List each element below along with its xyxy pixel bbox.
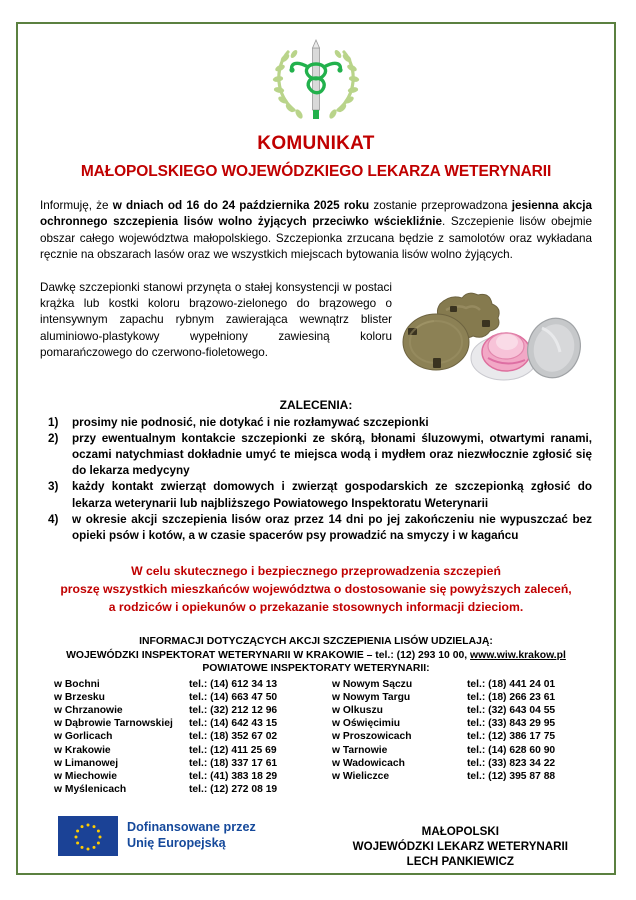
list-item: tel.: (33) 843 29 95 bbox=[467, 718, 556, 730]
eu-funding-line-1: Dofinansowane przez bbox=[127, 820, 256, 835]
signature-line-1: MAŁOPOLSKI bbox=[421, 824, 499, 838]
list-item bbox=[40, 512, 592, 544]
bait-description: Dawkę szczepionki stanowi przynęta o stałej konsystencji w postaci krążka lub kostki koloru brązowo-zielonego do brązowego o intensywnym zapachu rybnym zawierająca wewnątrz blister aluminiowo-plastykowy wypełniony zawiesiną koloru pomarańczowego do czerwono-fioletowego. bbox=[40, 280, 392, 360]
list-item-text: każdy kontakt zwierząt domowych i zwierząt gospodarskich ze szczepionką zgłosić do lekarza weterynarii lub najbliższego Powiatowego Inspektoratu Weterynarii bbox=[72, 480, 592, 510]
recommendations-list bbox=[40, 415, 592, 545]
list-item: tel.: (33) 823 34 22 bbox=[467, 757, 556, 769]
directory-left-column bbox=[54, 678, 332, 796]
list-item: w Oświęcimiu bbox=[332, 718, 401, 730]
veterinary-caduceus-laurel-emblem bbox=[268, 34, 364, 126]
list-item: w Gorlicach bbox=[54, 731, 113, 743]
page-title: KOMUNIKAT bbox=[257, 133, 375, 154]
intro-paragraph bbox=[40, 198, 592, 264]
list-item: w Bochni bbox=[54, 679, 100, 691]
intro-part2: zostanie przeprowadzona bbox=[369, 199, 512, 212]
list-item: tel.: (14) 663 47 50 bbox=[189, 692, 278, 704]
list-item-number: 1) bbox=[48, 415, 59, 429]
list-item-number: 3) bbox=[48, 480, 59, 494]
county-inspectorates-heading: POWIATOWE INSPEKTORATY WETERYNARII: bbox=[202, 663, 430, 675]
list-item-text: w okresie akcji szczepienia lisów oraz przez 14 dni po jej zakończeniu nie wypuszczać bez opieki psów i kotów, a w czasie spacerów psy prowadzić na smyczy i w kagańcu bbox=[72, 512, 592, 543]
list-item: tel.: (41) 383 18 29 bbox=[189, 770, 278, 782]
list-item-text: prosimy nie podnosić, nie dotykać i nie rozłamywać szczepionki bbox=[72, 415, 429, 429]
appeal-text bbox=[40, 562, 592, 616]
announcement-page bbox=[16, 22, 616, 875]
directory-right-cities bbox=[332, 678, 467, 796]
directory-right-column bbox=[332, 678, 592, 796]
page-subtitle: MAŁOPOLSKIEGO WOJEWÓDZKIEGO LEKARZA WETERYNARII bbox=[80, 163, 552, 180]
logo-container bbox=[40, 34, 592, 126]
list-item: w Nowym Sączu bbox=[332, 679, 413, 691]
eu-funding-block bbox=[58, 816, 256, 856]
vaccine-bait-photo bbox=[396, 280, 592, 388]
list-item: w Wadowicach bbox=[332, 757, 405, 769]
list-item: tel.: (32) 643 04 55 bbox=[467, 705, 556, 717]
list-item: tel.: (18) 337 17 61 bbox=[189, 757, 278, 769]
list-item: tel.: (32) 212 12 96 bbox=[189, 705, 278, 717]
intro-bold-action: jesienna akcja ochronnego szczepienia lisów wolno żyjących przeciwko wściekliźnie bbox=[40, 199, 592, 229]
list-item bbox=[40, 415, 592, 431]
signature-line-3: LECH PANKIEWICZ bbox=[406, 855, 514, 869]
contacts-section bbox=[40, 635, 592, 796]
intro-part1: Informuję, że bbox=[40, 199, 113, 212]
eu-funding-line-2: Unię Europejską bbox=[127, 835, 226, 850]
appeal-line-1: W celu skutecznego i bezpiecznego przeprowadzenia szczepień bbox=[131, 564, 501, 579]
list-item bbox=[40, 431, 592, 480]
contacts-heading: INFORMACJI DOTYCZĄCYCH AKCJI SZCZEPIENIA LISÓW UDZIELAJĄ: bbox=[139, 636, 493, 648]
list-item: w Tarnowie bbox=[332, 744, 388, 756]
footer-section bbox=[40, 810, 592, 870]
website-link[interactable]: www.wiw.krakow.pl bbox=[470, 649, 566, 661]
list-item bbox=[40, 479, 592, 511]
list-item: tel.: (12) 272 08 19 bbox=[189, 783, 278, 795]
recommendations-heading: ZALECENIA: bbox=[279, 397, 353, 412]
appeal-line-3: a rodziców i opiekunów o przekazanie stosownych informacji dzieciom. bbox=[108, 600, 524, 615]
list-item: w Proszowicach bbox=[332, 731, 412, 743]
list-item: w Nowym Targu bbox=[332, 692, 411, 704]
list-item: w Chrzanowie bbox=[54, 705, 123, 717]
appeal-line-2: proszę wszystkich mieszkańców województwa o dostosowanie się powyższych zaleceń, bbox=[60, 582, 572, 597]
signature-block bbox=[353, 824, 568, 870]
eu-flag-icon bbox=[58, 816, 118, 856]
list-item-text: przy ewentualnym kontakcie szczepionki ze skórą, błonami śluzowymi, otwartymi ranami, oczami natychmiast dokładnie umyć te miejsca wodą i mydłem oraz niezwłocznie zgłosić się do lekarza medycyny bbox=[72, 431, 592, 478]
list-item: tel.: (18) 441 24 01 bbox=[467, 679, 556, 691]
bait-section bbox=[40, 280, 592, 392]
list-item: tel.: (12) 386 17 75 bbox=[467, 731, 556, 743]
list-item-number: 4) bbox=[48, 512, 59, 526]
eu-funding-text bbox=[127, 820, 256, 851]
list-item: w Krakowie bbox=[54, 744, 111, 756]
list-item: tel.: (12) 395 87 88 bbox=[467, 770, 556, 782]
list-item: w Olkuszu bbox=[332, 705, 383, 717]
list-item: w Limanowej bbox=[54, 757, 119, 769]
voivodeship-office-line bbox=[40, 649, 592, 663]
list-item: w Brzesku bbox=[54, 692, 105, 704]
directory-left-phones bbox=[189, 678, 314, 796]
list-item: tel.: (14) 628 60 90 bbox=[467, 744, 556, 756]
intro-bold-dates: w dniach od 16 do 24 października 2025 roku bbox=[112, 199, 370, 212]
list-item: w Myślenicach bbox=[54, 783, 127, 795]
directory-right-phones bbox=[467, 678, 592, 796]
list-item: tel.: (18) 352 67 02 bbox=[189, 731, 278, 743]
list-item: w Wieliczce bbox=[332, 770, 390, 782]
office-phone-text: WOJEWÓDZKI INSPEKTORAT WETERYNARII W KRAKOWIE – tel.: (12) 293 10 00, bbox=[66, 649, 471, 661]
list-item: w Dąbrowie Tarnowskiej bbox=[54, 718, 173, 730]
list-item: tel.: (18) 266 23 61 bbox=[467, 692, 556, 704]
list-item: tel.: (12) 411 25 69 bbox=[189, 744, 277, 756]
list-item: w Miechowie bbox=[54, 770, 117, 782]
directory-left-cities bbox=[54, 678, 189, 796]
inspectorate-directory bbox=[40, 678, 592, 796]
intro-part3: . Szczepienie lisów obejmie obszar całego województwa małopolskiego. Szczepionka zrzucana będzie z samolotów oraz wykładana ręcznie na obszarach lasów oraz we wszystkich miejscach bytowania lisów wolno żyjących. bbox=[40, 215, 592, 262]
list-item: tel.: (14) 612 34 13 bbox=[189, 679, 278, 691]
list-item-number: 2) bbox=[48, 431, 59, 445]
signature-line-2: WOJEWÓDZKI LEKARZ WETERYNARII bbox=[352, 840, 568, 854]
list-item: tel.: (14) 642 43 15 bbox=[189, 718, 278, 730]
